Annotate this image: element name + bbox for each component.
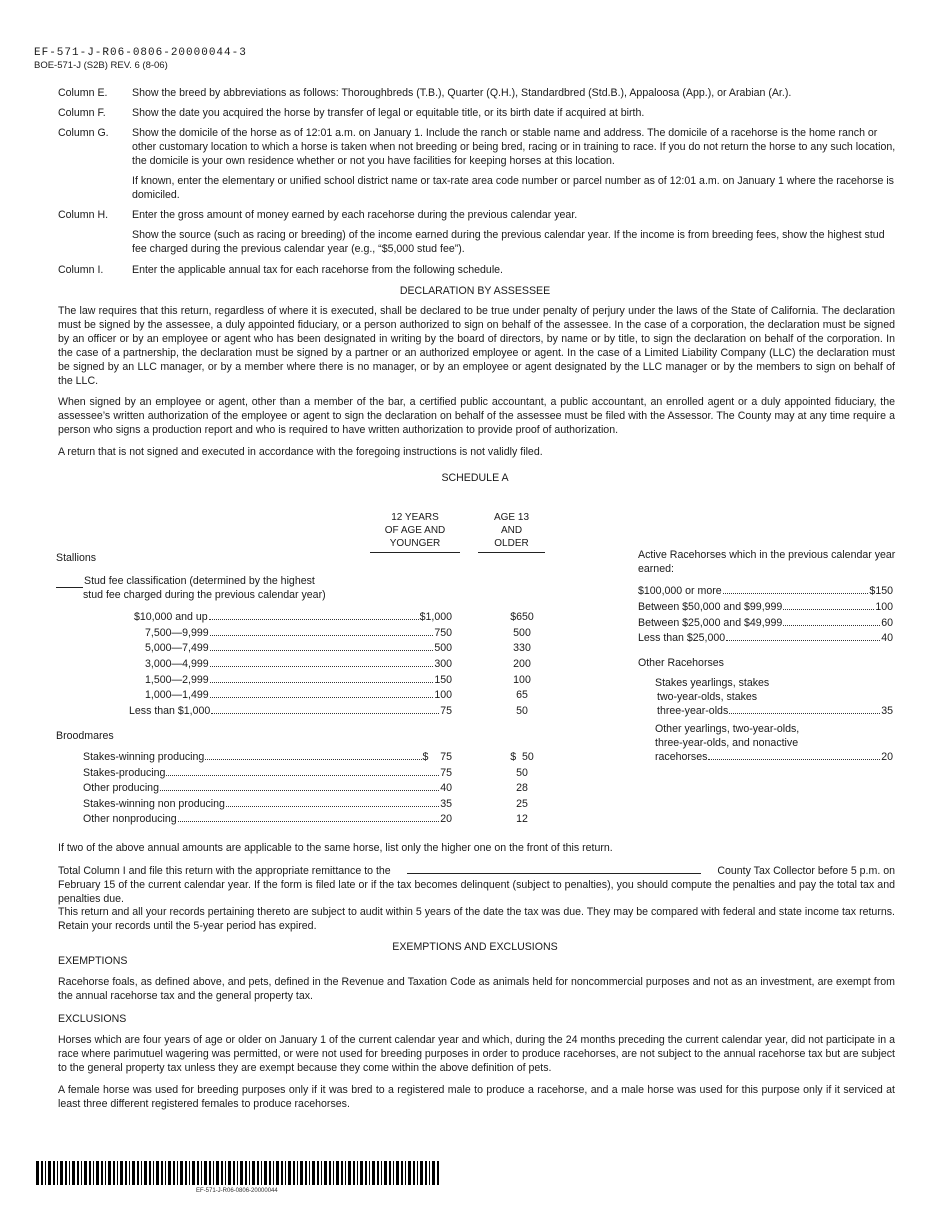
barcode-bar — [209, 1161, 211, 1185]
column-header-old: AGE 13 AND OLDER — [478, 511, 545, 553]
column-text: Enter the applicable annual tax for each racehorse from the following schedule. — [132, 264, 504, 276]
barcode-bar — [417, 1161, 418, 1185]
barcode-bar — [48, 1161, 51, 1185]
broodmare-older-value: 50 — [516, 767, 528, 779]
declaration-paragraph-3: A return that is not signed and executed in accordance with the foregoing instructions is not validly filed. — [58, 446, 543, 458]
barcode-bar — [429, 1161, 430, 1185]
column-label: Column E. — [58, 87, 108, 99]
barcode-bar — [300, 1161, 303, 1185]
barcode-bar — [36, 1161, 39, 1185]
barcode-bar — [57, 1161, 58, 1185]
active-racehorses-heading-2: earned: — [638, 563, 674, 575]
barcode-bar — [437, 1161, 439, 1185]
stallion-older-value: 65 — [516, 689, 528, 701]
column-g-instruction — [58, 126, 898, 202]
barcode-bar — [153, 1161, 154, 1185]
stallion-older-value: $650 — [510, 611, 534, 623]
declaration-heading: DECLARATION BY ASSESSEE — [399, 285, 551, 297]
column-e-instruction — [58, 86, 898, 100]
broodmare-older-value: 25 — [516, 798, 528, 810]
exclusions-text-2: A female horse was used for breeding purposes only if it was bred to a registered male to produce a racehorse, and a male horse was used for this purpose only if it serviced at least three different registered females to produce racehorses. — [58, 1084, 895, 1110]
barcode-bar — [197, 1161, 199, 1185]
barcode-bar — [249, 1161, 250, 1185]
exclusions-label: EXCLUSIONS — [58, 1013, 127, 1025]
column-header-young: 12 YEARS OF AGE AND YOUNGER — [370, 511, 460, 553]
barcode-bar — [252, 1161, 255, 1185]
stallion-older-value: 100 — [513, 674, 531, 686]
barcode-bar — [204, 1161, 207, 1185]
barcode-bar — [324, 1161, 327, 1185]
barcode-bar — [216, 1161, 219, 1185]
barcode-bar — [264, 1161, 267, 1185]
barcode-bar — [261, 1161, 262, 1185]
barcode-bar — [60, 1161, 63, 1185]
exemptions-text: Racehorse foals, as defined above, and pets, defined in the Revenue and Taxation Code as animals held for noncommercial purposes and not as an investment, are exempt from the annual racehorse tax and the general property tax. — [58, 976, 895, 1002]
barcode-bar — [305, 1161, 307, 1185]
stallion-older-value: 200 — [513, 658, 531, 670]
barcode-bar — [173, 1161, 175, 1185]
barcode-bar — [72, 1161, 75, 1185]
broodmare-row: Stakes-winning producing $ 75 — [83, 751, 452, 763]
barcode-bar — [81, 1161, 82, 1185]
broodmare-row: Stakes-winning non producing 35 — [83, 798, 452, 810]
barcode-bar — [84, 1161, 87, 1185]
barcode-bar — [276, 1161, 279, 1185]
barcode-bar — [165, 1161, 166, 1185]
barcode-bar — [401, 1161, 403, 1185]
barcode-bar — [233, 1161, 235, 1185]
barcode-bar — [405, 1161, 406, 1185]
barcode-bar — [285, 1161, 286, 1185]
column-text: Show the breed by abbreviations as follows: Thoroughbreds (T.B.), Quarter (Q.H.), Standardbred (Std.B.), Appaloosa (App.), or Arabian (Ar.). — [132, 87, 792, 99]
column-f-instruction — [58, 106, 898, 120]
barcode-bar — [93, 1161, 94, 1185]
barcode-bar — [321, 1161, 322, 1185]
barcode-bar — [45, 1161, 46, 1185]
barcode-bar — [329, 1161, 331, 1185]
other-racehorses-row: racehorses 20 — [655, 751, 893, 763]
barcode-bar — [168, 1161, 171, 1185]
barcode-bar — [408, 1161, 411, 1185]
barcode-bar — [309, 1161, 310, 1185]
column-label: Column F. — [58, 107, 106, 119]
barcode-bar — [185, 1161, 187, 1185]
form-code: EF-571-J-R06-0806-20000044-3 — [34, 47, 247, 59]
stallion-older-value: 330 — [513, 642, 531, 654]
barcode-bar — [237, 1161, 238, 1185]
other-line-1: Other yearlings, two-year-olds, — [655, 723, 800, 735]
barcode-bar — [180, 1161, 183, 1185]
two-amounts-note: If two of the above annual amounts are applicable to the same horse, list only the higher one on the front of this return. — [58, 842, 613, 854]
barcode-bar — [228, 1161, 231, 1185]
broodmare-older-value: 28 — [516, 782, 528, 794]
barcode-bar — [341, 1161, 343, 1185]
active-racehorse-row: $100,000 or more $150 — [638, 585, 893, 597]
stakes-row: three-year-olds 35 — [657, 705, 893, 717]
column-text-2: Show the source (such as racing or breeding) of the income earned during the previous calendar year. If the income is from breeding fees, show the highest stud fee charged during the previous calendar year (e.g., “$5,000 stud fee”). — [132, 229, 885, 255]
broodmares-label: Broodmares — [56, 730, 114, 742]
barcode-bar — [132, 1161, 135, 1185]
stallion-row: 1,500—2,999 150 — [145, 674, 452, 686]
barcode-bar — [293, 1161, 295, 1185]
barcode-bar — [108, 1161, 111, 1185]
schedule-heading: SCHEDULE A — [441, 472, 509, 484]
barcode-bar — [257, 1161, 259, 1185]
barcode-bar — [221, 1161, 223, 1185]
barcode-bar — [177, 1161, 178, 1185]
barcode-bar — [396, 1161, 399, 1185]
stallion-older-value: 50 — [516, 705, 528, 717]
stallions-label: Stallions — [56, 552, 97, 564]
barcode-bar — [65, 1161, 67, 1185]
barcode-bar — [393, 1161, 394, 1185]
barcode-bar — [369, 1161, 370, 1185]
broodmare-row: Other nonproducing 20 — [83, 813, 452, 825]
barcode-bar — [381, 1161, 382, 1185]
barcode-bar — [144, 1161, 147, 1185]
active-racehorse-row: Between $25,000 and $49,999 60 — [638, 617, 893, 629]
barcode-bar — [137, 1161, 139, 1185]
barcode-bar — [297, 1161, 298, 1185]
barcode-bar — [389, 1161, 391, 1185]
barcode-bar — [281, 1161, 283, 1185]
barcode-bar — [117, 1161, 118, 1185]
barcode — [36, 1161, 440, 1185]
stud-fee-classification-2: stud fee charged during the previous calendar year) — [83, 589, 326, 601]
stakes-line-2: two-year-olds, stakes — [657, 691, 758, 703]
stallion-row: $10,000 and up $1,000 — [134, 611, 452, 623]
barcode-bar — [245, 1161, 247, 1185]
barcode-bar — [365, 1161, 367, 1185]
barcode-bar — [192, 1161, 195, 1185]
barcode-bar — [213, 1161, 214, 1185]
stud-fee-blank — [56, 576, 83, 588]
barcode-bar — [189, 1161, 190, 1185]
broodmare-older-value: 12 — [516, 813, 528, 825]
active-racehorses-heading: Active Racehorses which in the previous calendar year — [638, 549, 896, 561]
column-h-instruction — [58, 208, 898, 256]
barcode-bar — [201, 1161, 202, 1185]
barcode-bar — [336, 1161, 339, 1185]
barcode-bar — [288, 1161, 291, 1185]
other-racehorses-label: Other Racehorses — [638, 657, 724, 669]
exemptions-label: EXEMPTIONS — [58, 955, 128, 967]
broodmare-older-value: $ 50 — [510, 751, 534, 763]
active-racehorse-row: Less than $25,000 40 — [638, 632, 893, 644]
stallion-row: 3,000—4,999 300 — [145, 658, 452, 670]
barcode-bar — [77, 1161, 79, 1185]
exclusions-text-1: Horses which are four years of age or older on January 1 of the current calendar year and which, during the 24 months preceding the current calendar year, did not participate in a race where parimutuel wagering was permitted, or were not used for breeding purposes in order to produce racehorses, are not subject to the annual racehorse tax but are subject to the general property tax unless they are exempt because they come within the above definition of pets. — [58, 1034, 895, 1074]
barcode-bar — [129, 1161, 130, 1185]
barcode-bar — [345, 1161, 346, 1185]
active-racehorse-row: Between $50,000 and $99,999 100 — [638, 601, 893, 613]
stud-fee-classification: Stud fee classification (determined by the highest — [56, 574, 315, 588]
barcode-bar — [420, 1161, 423, 1185]
stallion-row: Less than $1,000 75 — [129, 705, 452, 717]
barcode-bar — [240, 1161, 243, 1185]
barcode-bar — [225, 1161, 226, 1185]
declaration-paragraph-2: When signed by an employee or agent, other than a member of the bar, a certified public accountant, a public accountant, an enrolled agent or a duly appointed fiduciary, the assessee’s written authorization of the employee or agent to sign the declaration on behalf of the assessee must be filed with the Assessor. The County may at any time require a person who signs a production report and who is required to have written authorization to provide proof of authorization. — [58, 396, 895, 436]
barcode-bar — [113, 1161, 115, 1185]
barcode-bar — [360, 1161, 363, 1185]
county-name-blank[interactable] — [407, 863, 701, 874]
barcode-bar — [53, 1161, 55, 1185]
barcode-bar — [96, 1161, 99, 1185]
barcode-bar — [413, 1161, 415, 1185]
barcode-bar — [372, 1161, 375, 1185]
stallion-row: 1,000—1,499 100 — [145, 689, 452, 701]
barcode-bar — [273, 1161, 274, 1185]
barcode-bar — [161, 1161, 163, 1185]
barcode-bar — [312, 1161, 315, 1185]
barcode-bar — [269, 1161, 271, 1185]
barcode-bar — [317, 1161, 319, 1185]
column-label: Column H. — [58, 209, 109, 221]
broodmare-row: Other producing 40 — [83, 782, 452, 794]
other-line-2: three-year-olds, and nonactive — [655, 737, 799, 749]
barcode-bar — [156, 1161, 159, 1185]
exemptions-heading: EXEMPTIONS AND EXCLUSIONS — [392, 941, 558, 953]
barcode-bar — [105, 1161, 106, 1185]
barcode-bar — [348, 1161, 351, 1185]
broodmare-row: Stakes-producing 75 — [83, 767, 452, 779]
barcode-bar — [425, 1161, 427, 1185]
barcode-bar — [120, 1161, 123, 1185]
barcode-bar — [384, 1161, 387, 1185]
total-remittance-paragraph: Total Column I and file this return with the appropriate remittance to the County Tax Collector before 5 p.m. on February 15 of the current calendar year. If the form is filed late or if the tax becomes delinquent (subject to penalties), you should compute the penalties and pay the total tax and penalties due. — [58, 865, 895, 905]
declaration-paragraph-1: The law requires that this return, regardless of where it is executed, shall be declared to be true under penalty of perjury under the laws of the State of California. The declaration must be signed by the assessee, a duly appointed fiduciary, or a person authorized to sign on behalf of the assessee. In the case of a corporation, the declaration must be signed by an officer or by an employee or agent who has been designated in writing by the board of directors, by name or by title, to sign the declaration on behalf of the corporation. In the case of a partnership, the declaration must be signed by a partner or an authorized employee or agent. In the case of a Limited Liability Company (LLC) the declaration must be signed by an LLC manager, or by a member where there is no manager, or by an employee or agent designated by the LLC manager or by the members to sign on behalf of the LLC. — [58, 305, 895, 387]
barcode-bar — [432, 1161, 435, 1185]
barcode-bar — [125, 1161, 127, 1185]
column-text: Enter the gross amount of money earned by each racehorse during the previous calendar year. — [132, 209, 578, 221]
column-text: Show the domicile of the horse as of 12:01 a.m. on January 1. Include the ranch or stable name and address. The domicile of a racehorse is the home ranch or other customary location to which a horse is taken when not breeding or being bred, racing or in training to race. If you do not return the horse to any such location, the domicile is your own residence whether or not you have facilities for keeping horses at this location. — [132, 127, 896, 167]
column-i-instruction — [58, 263, 898, 277]
stakes-line-1: Stakes yearlings, stakes — [655, 677, 770, 689]
barcode-bar — [333, 1161, 334, 1185]
barcode-bar — [353, 1161, 355, 1185]
barcode-bar — [69, 1161, 70, 1185]
barcode-bar — [141, 1161, 142, 1185]
barcode-bar — [41, 1161, 43, 1185]
column-text-2: If known, enter the elementary or unified school district name or tax-rate area code number or parcel number as of 12:01 a.m. on January 1 where the racehorse is domiciled. — [132, 175, 894, 201]
form-revision: BOE-571-J (S2B) REV. 6 (8-06) — [34, 60, 168, 71]
barcode-text: EF-571-J-R06-0806-20000044 — [196, 1188, 278, 1194]
stallion-row: 7,500—9,999 750 — [145, 627, 452, 639]
column-label: Column G. — [58, 127, 109, 139]
barcode-bar — [357, 1161, 358, 1185]
barcode-bar — [149, 1161, 151, 1185]
column-text: Show the date you acquired the horse by transfer of legal or equitable title, or its birth date if acquired at birth. — [132, 107, 645, 119]
barcode-bar — [89, 1161, 91, 1185]
column-label: Column I. — [58, 264, 104, 276]
barcode-bar — [101, 1161, 103, 1185]
stallion-row: 5,000—7,499 500 — [145, 642, 452, 654]
audit-paragraph: This return and all your records pertaining thereto are subject to audit within 5 years of the date the tax was due. They may be compared with federal and state income tax returns. Retain your records until the 5-year period has expired. — [58, 906, 895, 932]
barcode-bar — [377, 1161, 379, 1185]
stallion-older-value: 500 — [513, 627, 531, 639]
